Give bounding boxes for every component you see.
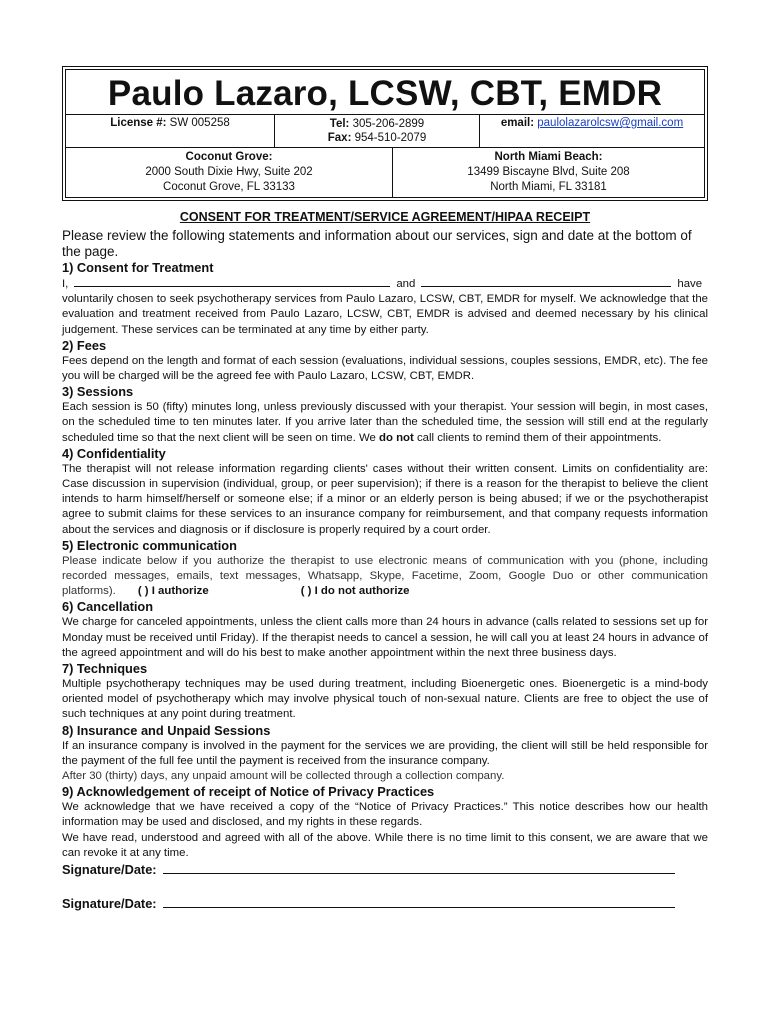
fax-value: 954-510-2079 xyxy=(354,132,427,144)
section-3-text xyxy=(62,400,708,446)
letterhead xyxy=(62,66,708,201)
office1-line2: Coconut Grove, FL 33133 xyxy=(163,181,295,193)
provider-name: Paulo Lazaro, LCSW, CBT, EMDR xyxy=(66,70,704,115)
email-link[interactable]: paulolazarolcsw@gmail.com xyxy=(537,117,684,129)
email-label: email: xyxy=(500,117,535,129)
section-5-heading: 5) Electronic communication xyxy=(62,537,237,553)
signature-line-1 xyxy=(62,861,708,878)
section-5-text xyxy=(62,554,708,600)
consent-name-line xyxy=(62,276,708,292)
intro-text: Please review the following statements and information about our services, sign and date at the bottom of the page. xyxy=(62,228,692,259)
document-title: CONSENT FOR TREATMENT/SERVICE AGREEMENT/HIPAA RECEIPT xyxy=(179,210,591,224)
section-9-text: We acknowledge that we have received a copy of the “Notice of Privacy Practices.” This notice describes how our health information may be used and disclosed, and my rights in these regards. xyxy=(62,801,708,829)
signature-label-2: Signature/Date: xyxy=(62,896,157,912)
section-8-heading: 8) Insurance and Unpaid Sessions xyxy=(62,722,271,738)
office-north-miami xyxy=(393,148,704,197)
signature-field-2[interactable] xyxy=(163,895,675,908)
offices-row xyxy=(66,148,704,197)
section-8-text-2: After 30 (thirty) days, any unpaid amount will be collected through a collection company. xyxy=(62,770,505,783)
line-start: I, xyxy=(62,278,69,290)
signature-label-1: Signature/Date: xyxy=(62,862,157,878)
license-cell xyxy=(66,115,275,147)
section-3-text-b: call clients to remind them of their appointments. xyxy=(416,431,662,444)
section-7-heading: 7) Techniques xyxy=(62,661,148,677)
phone-cell xyxy=(275,115,480,147)
office1-line1: 2000 South Dixie Hwy, Suite 202 xyxy=(145,166,313,178)
section-1-heading: 1) Consent for Treatment xyxy=(62,260,214,275)
section-9-text-2: We have read, understood and agreed with all of the above. While there is no time limit to this consent, we are aware that we can revoke it at any time. xyxy=(62,831,708,859)
office1-title: Coconut Grove: xyxy=(185,151,273,163)
document-body xyxy=(62,228,708,912)
header-box xyxy=(62,66,708,201)
section-1-text: voluntarily chosen to seek psychotherapy services from Paulo Lazaro, LCSW, CBT, EMDR for myself. We acknowledge that the evaluation and treatment received from Paulo Lazaro, LCSW, CBT, EMDR is advised and deemed necessary by his clinical judgement. These services can be terminated at any time by either party. xyxy=(62,293,708,336)
authorize-option[interactable]: ( ) I authorize xyxy=(137,585,209,598)
section-6-text: We charge for canceled appointments, unless the client calls more than 24 hours in advance (calls related to sessions set up for Monday must be received until Friday). If the therapist needs to cancel a session, he will call you at least 24 hours in advance of the agreed appointment and will do his best to make another appointment within the next three business days. xyxy=(62,616,708,659)
line-end: have xyxy=(677,278,703,290)
client-name-blank-2[interactable] xyxy=(421,276,671,287)
fax-label: Fax: xyxy=(327,132,352,144)
section-7-text: Multiple psychotherapy techniques may be used during treatment, including Bioenergetic ones. Bioenergetic is a mind-body oriented model of psychotherapy which may involve physical touch of non-sexual nature. Clients are free to object the use of such techniques at any point during treatment. xyxy=(62,678,708,721)
section-2-heading: 2) Fees xyxy=(62,337,107,353)
signature-field-1[interactable] xyxy=(163,861,675,874)
license-value: SW 005258 xyxy=(169,117,230,129)
email-cell xyxy=(480,115,704,147)
office2-line1: 13499 Biscayne Blvd, Suite 208 xyxy=(467,166,630,178)
section-3-heading: 3) Sessions xyxy=(62,384,134,400)
section-9-heading: 9) Acknowledgement of receipt of Notice of Privacy Practices xyxy=(62,784,435,800)
signature-line-2 xyxy=(62,895,708,912)
section-2-text: Fees depend on the length and format of each session (evaluations, individual sessions, couples sessions, EMDR, etc). The fee you will be charged will be the agreed fee with Paulo Lazaro, LCSW, CBT, EMDR. xyxy=(62,354,708,383)
line-and: and xyxy=(396,278,416,290)
section-4-heading: 4) Confidentiality xyxy=(62,445,166,461)
section-5-body: Please indicate below if you authorize the therapist to use electronic means of communication with you (phone, including recorded messages, emails, text messages, Whatsapp, Skype, Facetime, Zoom, Google Duo or other communication platforms). xyxy=(62,554,708,598)
office2-title: North Miami Beach: xyxy=(494,151,603,163)
tel-label: Tel: xyxy=(329,118,350,130)
client-name-blank-1[interactable] xyxy=(74,276,390,287)
section-6-heading: 6) Cancellation xyxy=(62,599,154,615)
section-3-bold: do not xyxy=(379,431,414,444)
do-not-authorize-option[interactable]: ( ) I do not authorize xyxy=(300,585,410,598)
section-8-text: If an insurance company is involved in the payment for the services we are providing, the client will still be held responsible for the payment of the full fee until the payment is received from the insurance company. xyxy=(62,739,708,767)
contact-row xyxy=(66,115,704,148)
tel-value[interactable]: 305-206-2899 xyxy=(352,118,425,130)
office2-line2: North Miami, FL 33181 xyxy=(490,181,607,193)
section-4-text: The therapist will not release information regarding clients' cases without their written consent. Limits on confidentiality are: Case discussion in supervision (individual, group, or peer supervision); if there is a reason for the therapist to believe the client intends to harm himself/herself or someone else; if a minor or an elderly person is being abused; if we or the psychotherapist agree to submit claims for these services to an insurance company for reimbursement, and that company requests information about the services and diagnosis or if disclosure is properly required by a court order. xyxy=(62,462,708,536)
license-label: License #: xyxy=(110,117,167,129)
section-3-text-a: Each session is 50 (fifty) minutes long, unless previously discussed with your therapist. Your session will begin, in most cases, on the scheduled time to ten minutes later. If you arrive later than the scheduled time, the session will still end at the regularly scheduled time so that the next client will be seen on time. We xyxy=(62,401,708,444)
office-coconut-grove xyxy=(66,148,393,197)
